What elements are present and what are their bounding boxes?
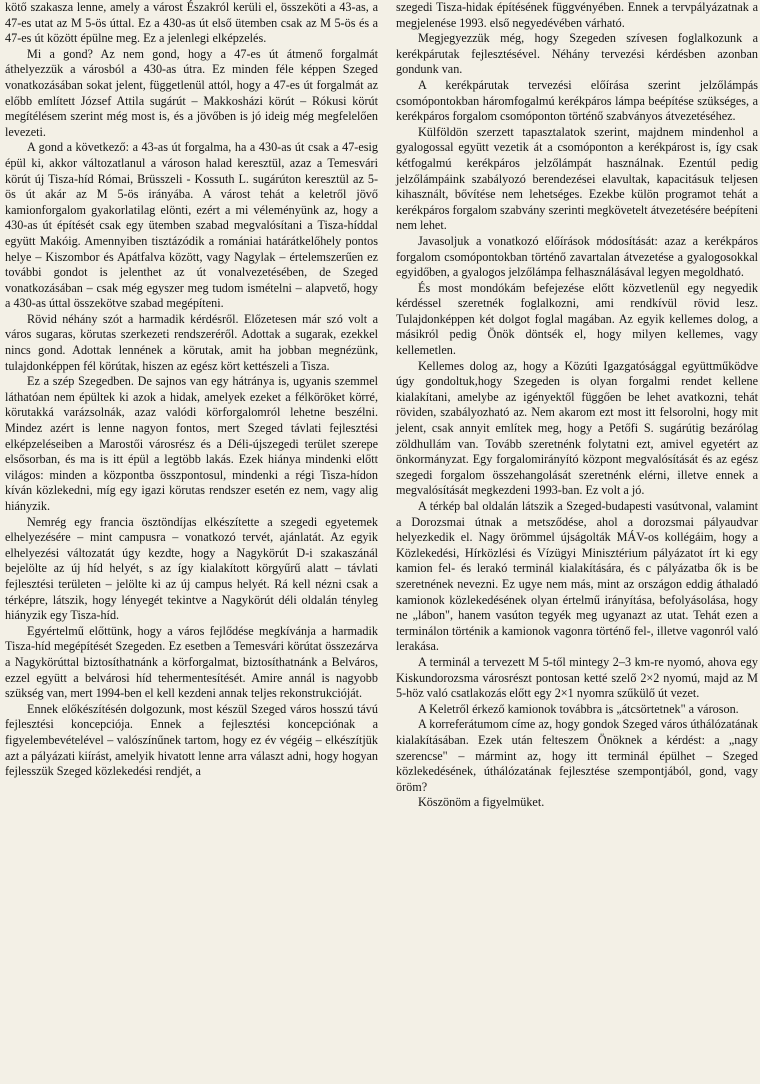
paragraph: A kerékpárutak tervezési előírása szerint jelzőlámpás csomópontokban háromfogalmú kerékpáros lámpa beépítése szükséges, a kerékpáros forgalom csomóponton történő szabványos átvezetéséhez. <box>396 77 758 124</box>
paragraph: Ez a szép Szegedben. De sajnos van egy hátránya is, ugyanis szemmel láthatóan nem épültek ki azok a hidak, amelyek ezeket a félköröket körré, körutakká varázsolnák, azaz valódi körforgalomról lehetne beszélni. Mindez azért is lenne nagyon fontos, mert Szeged távlati fejlesztési elképzeléseiben a Marostői városrész és a Déli-újszegedi terület szerepe elsősorban, és ma is itt épül a legtöbb lakás. Ezek hiánya mindenki előtt világos: minden a központba összpontosul, mindenki a régi Tisza-hídon kíván közlekedni, míg egy igazi körutas rendszer esetén ez nem, vagy alig hiányzik. <box>5 374 378 513</box>
paragraph: szegedi Tisza-hidak építésének függvényében. Ennek a tervpályázatnak a megjelenése 1993. első negyedévében várható. <box>396 0 758 30</box>
paragraph: Kellemes dolog az, hogy a Közúti Igazgatósággal együttműködve úgy gondoltuk,hogy Szegeden is olyan forgalmi rendet kellene kialakítani, amelybe az igényektől függően be lehet avatkozni, tehát röviden, szabályozható az. Nem akarom ezt most itt felsorolni, hogy mit jelent, csak annyit említek meg, hogy a Petőfi S. sugárútig bezárólag zöldhullám van. Tovább szeretnénk folytatni ezt, amivel egyetért az önkormányzat. Egy forgalomirányító központ megvalósítását és az egész szegedi forgalom összehangolását szeretnénk elérni, illetve ennek a megvalósítását megkezdeni 1993-ban. Ez volt a jó. <box>396 358 758 498</box>
paragraph: A térkép bal oldalán látszik a Szeged-budapesti vasútvonal, valamint a Dorozsmai útnak a metsződése, ahol a dorozsmai pályaudvar helyezkedik el. Nagy örömmel újságolták MÁV-os kollégáim, hogy a Közlekedési, Hírközlési és Vízügyi Minisztérium pályázatot írt ki egy kamion fel- és lerakó terminál kialakítására, és c pályázatba ők is be szeretnének nevezni. Ez ugye nem más, mint az országon eddig áthaladó kamionok közlekedésének olyan értelmű irányítása, befolyásolása, hogy ne „lábon", hanem vasúton tegyék meg ugyanazt az utat. Tehát ezen a terminálon történik a kamionok vagonra történő fel-, illetve vagonról való lerakása. <box>396 499 758 654</box>
paragraph: És most mondókám befejezése előtt közvetlenül egy negyedik kérdéssel szeretnék foglalkozni, ami rendkívül rövid lesz. Tulajdonképpen két dolgot foglal magában. Az egyik kellemes dolog, a másikról pedig Önök döntsék el, hogy milyen kellemes, vagy kellemetlen. <box>396 280 758 358</box>
paragraph: Ennek előkészítésén dolgozunk, most készül Szeged város hosszú távú fejlesztési koncepciója. Ennek a fejlesztési koncepciónak a figyelembevételével – valószínűnek tartom, hogy ez év végéig – elkészítjük azt a pályázati kiírást, amelyik hivatott lenne arra választ adni, hogy hogyan fejlesszük Szeged közlekedési rendjét, a <box>5 701 378 779</box>
paragraph: A korreferátumom címe az, hogy gondok Szeged város úthálózatának kialakításában. Ezek után felteszem Önöknek a kérdést: a „nagy szerencse" – mármint az, hogy itt terminál épülhet – Szeged közlekedésének, úthálózatának fejlesztése szempontjából, gond, vagy öröm? <box>396 717 758 794</box>
paragraph: A gond a következő: a 43-as út forgalma, ha a 430-as út csak a 47-esig épül ki, akkor változatlanul a városon halad keresztül, azaz a Temesvári körút új Tisza-híd Római, Brüsszeli - Kossuth L. sugárúton keresztül az 5-ös út akár az M 5-ös irányába. A várost tehát a keletről jövő kamionforgalom gyakorlatilag elönti, ezért a mi véleményünk az, hogy a 430-as út építését csak egy ütemben szabad megvalósítani a Tisza-híddal együtt Makóig. Amennyiben tisztázódik a romániai határátkelőhely pontos helye – Kiszombor és Apátfalva között, vagy Nagylak – értelemszerűen ez további gondot is jelenthet az út vonalvezetésében, de Szeged vonatkozásában – csak még egyszer meg tudom ismételni – alapvető, hogy a 430-as úttal összekötve szabad megépíteni. <box>5 140 378 311</box>
paragraph: Megjegyezzük még, hogy Szegeden szívesen foglalkozunk a kerékpárutak fejlesztésével. Néhány tervezési kérdésben azonban gondunk van. <box>396 31 758 77</box>
paragraph: Rövid néhány szót a harmadik kérdésről. Előzetesen már szó volt a város sugaras, körutas szerkezeti rendszeréről. Adottak a sugarak, ezekkel nincs gond. Adottak lennének a körutak, amit ha jobban megnézünk, tulajdonképpen fél körútak, hiszen az egész kört kettészeli a Tisza. <box>5 311 378 373</box>
right-text-column <box>396 0 758 811</box>
paragraph: Egyértelmű előttünk, hogy a város fejlődése megkívánja a harmadik Tisza-híd megépítését Szegeden. Ez esetben a Temesvári körútat összezárva a Nagykörúttal biztosíthatnánk a körforgalmat, biztosíthatnánk a Belváros, ezzel együtt a belvárosi híd tehermentesítését. Amire annál is nagyobb szükség van, mert 1994-ben el kell kezdeni annak teljes rekonstrukcióját. <box>5 623 378 701</box>
paragraph: A Keletről érkező kamionok továbbra is „átcsörtetnek" a városon. <box>418 701 739 716</box>
paragraph: A terminál a tervezett M 5-től mintegy 2–3 km-re nyomó, ahova egy Kiskundorozsma városrészt pontosan ketté szelő 2×2 nyomú, majd az M 5-höz való csatlakozás előtt egy 2×1 nyomra szűkülő út vezet. <box>396 654 758 701</box>
paragraph: kötő szakasza lenne, amely a várost Északról kerüli el, összeköti a 43-as, a 47-es utat az M 5-ös úttal. Ez a 430-as út első ütemben csak az M 5-ös és a 47-es út között épülne meg. Ez a jelenlegi elképzelés. <box>5 0 378 46</box>
paragraph: Mi a gond? Az nem gond, hogy a 47-es út átmenő forgalmát áthelyezzük a városból a 430-as útra. Ez minden féle képpen Szeged vonatkozásában sokat jelent, függetlenül attól, hogy a 47-es út forgalmát az előbb említett József Attila sugárút – Makkosházi körút – Rókusi körút megítélésem szerint még most is, és a jövőben is jó ideig még megfelelően levezeti. <box>5 46 378 139</box>
paragraph: Nemrég egy francia ösztöndíjas elkészítette a szegedi egyetemek elhelyezésére – mint campusra – vonatkozó tervét, ajánlatát. Az egyik elhelyezési változatát úgy kezdte, hogy a Nagykörút D-i szakaszánál bejelölte az új híd helyét, s az így kialakított körgyűrű alatt – távlati fejlesztési területen – jelölte ki az új campus helyét. Rá kell nézni csak a térképre, látszik, hogy lényegét tekintve a Nagykörút déli oldalán tényleg hiányzik egy Tisza-híd. <box>5 514 378 623</box>
paragraph: Külföldön szerzett tapasztalatok szerint, majdnem mindenhol a gyalogossal együtt vezetik át a csomóponton a kerékpárost is, így csak kétfogalmú kerékpáros jelzőlámpát használnak. Ezentúl pedig jelzőlámpáink szabályozó berendezései elavultak, kapacitásuk teljesen kihasznált, bővítése nem lehetséges. Ezekbe külön programot tehát a kerékpáros forgalom szabvány szerinti megkövetelt átvezetésére beépíteni nem lehet. <box>396 124 758 233</box>
left-text-column <box>5 0 378 780</box>
paragraph: Javasoljuk a vonatkozó előírások módosítását: azaz a kerékpáros forgalom csomópontokban történő zavartalan átvezetése a gyalogosokkal egyidőben, a gyalogos jelzőlámpa felhasználásával legyen megoldható. <box>396 233 758 280</box>
closing-line: Köszönöm a figyelmüket. <box>418 795 545 810</box>
